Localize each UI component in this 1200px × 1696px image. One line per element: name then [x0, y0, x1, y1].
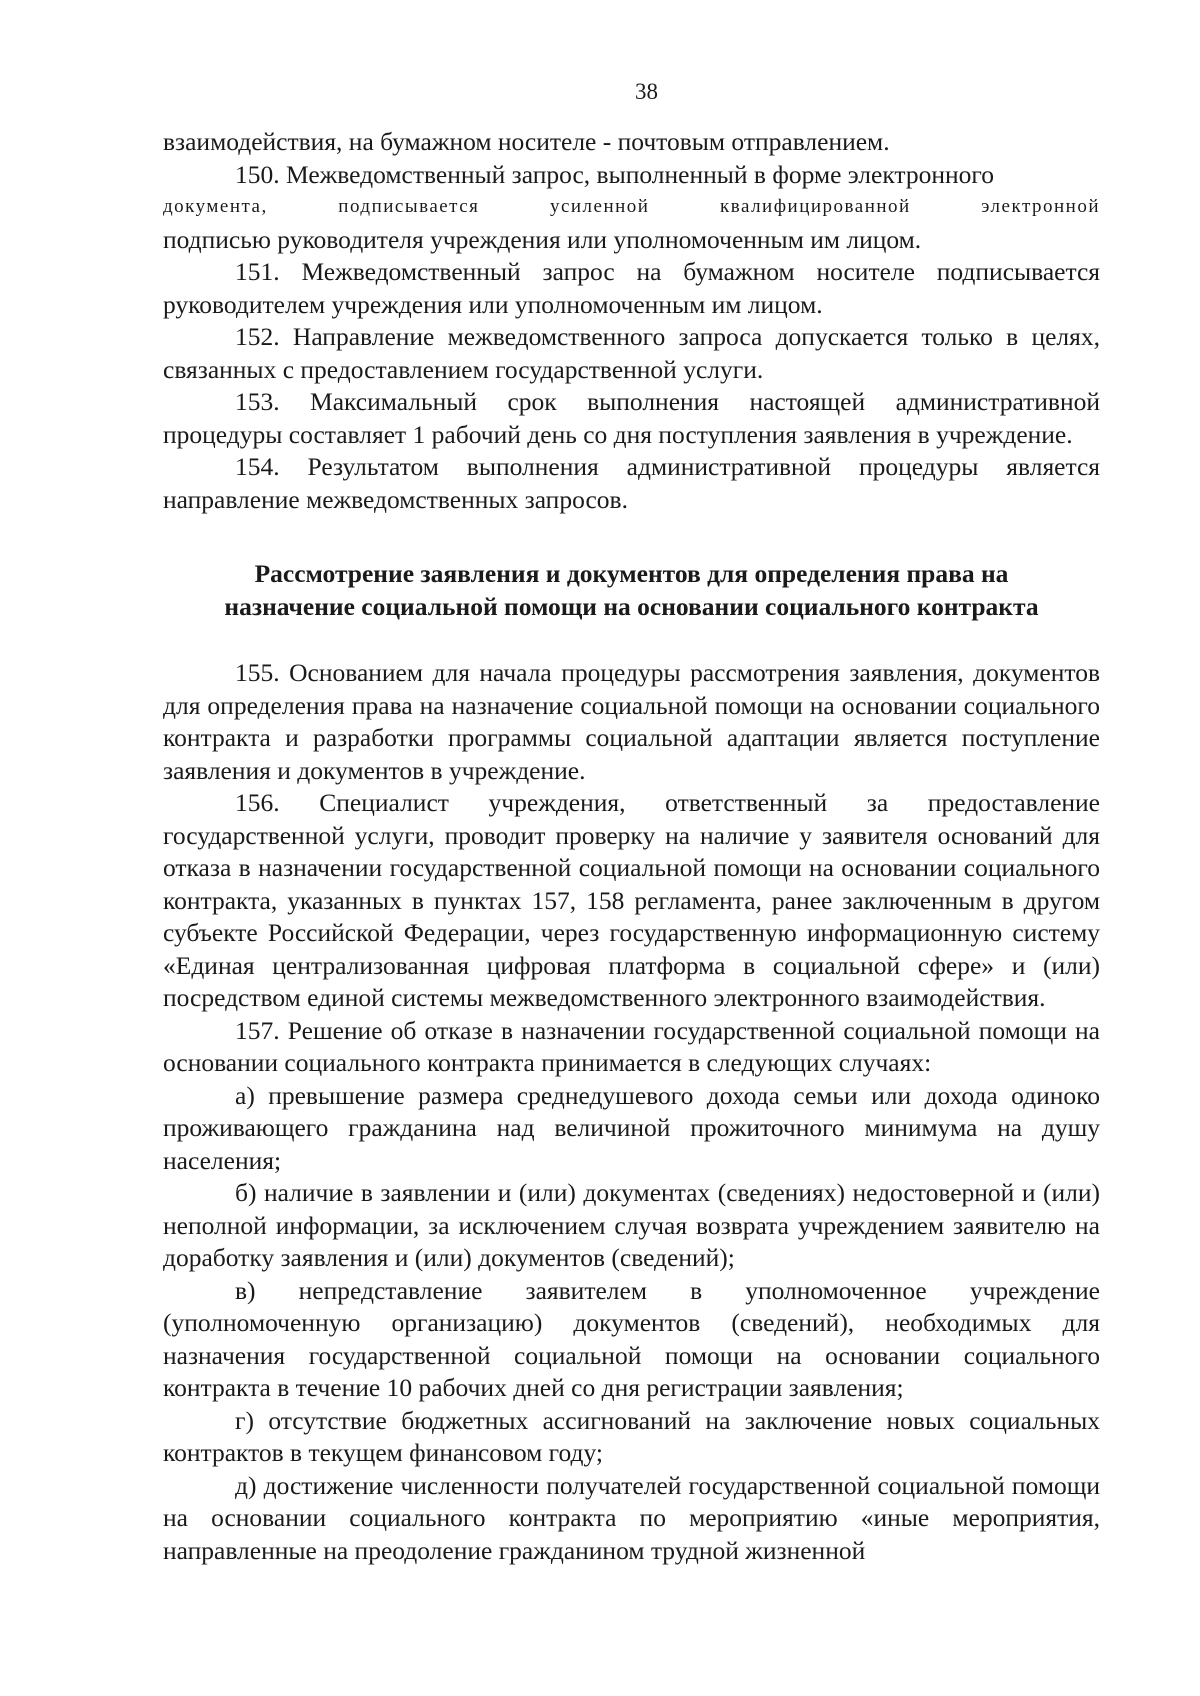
page-number: 38 — [635, 79, 658, 104]
paragraph: 151. Межведомственный запрос на бумажном носителе подписывается руководителем учреждения или уполномоченным им лицом. — [163, 257, 1100, 319]
paragraph: в) непредставление заявителем в уполномоченное учреждение (уполномоченную организацию) документов (сведений), необходимых для назначения государственной социальной помощи на основании социального контракта в течение 10 рабочих дней со дня регистрации заявления; — [163, 1275, 1100, 1402]
paragraph: б) наличие в заявлении и (или) документах (сведениях) недостоверной и (или) неполной информации, за исключением случая возврата учреждением заявителю на доработку заявления и (или) документов (сведений); — [163, 1178, 1100, 1272]
paragraph: 153. Максимальный срок выполнения настоящей административной процедуры составляет 1 рабочий день со дня поступления заявления в учреждение. — [163, 387, 1100, 449]
paragraph: 152. Направление межведомственного запроса допускается только в целях, связанных с предоставлением государственной услуги. — [163, 322, 1100, 384]
paragraph: 155. Основанием для начала процедуры рассмотрения заявления, документов для определения права на назначение социальной помощи на основании социального контракта и разработки программы социальной адаптации является поступление заявления и документов в учреждение. — [163, 658, 1100, 785]
paragraph: 154. Результатом выполнения административной процедуры является направление межведомственных запросов. — [163, 452, 1100, 514]
paragraph: а) превышение размера среднедушевого дохода семьи или дохода одиноко проживающего гражданина над величиной прожиточного минимума на душу населения; — [163, 1080, 1100, 1175]
paragraph: г) отсутствие бюджетных ассигнований на заключение новых социальных контрактов в текущем финансовом году; — [163, 1405, 1100, 1467]
section-title — [163, 558, 1100, 623]
paragraph: д) достижение численности получателей государственной социальной помощи на основании социального контракта по мероприятию «иные мероприятия, направленные на преодоление гражданином трудной жизненной — [163, 1470, 1100, 1565]
paragraphs-bottom — [163, 657, 1100, 1567]
paragraph: 157. Решение об отказе в назначении государственной социальной помощи на основании социального контракта принимается в следующих случаях: — [163, 1015, 1100, 1077]
paragraph: документа, подписывается усиленной квалифицированной электронной — [163, 196, 1100, 217]
paragraph: взаимодействия, на бумажном носителе - почтовым отправлением. — [163, 127, 890, 156]
paragraphs-top — [163, 126, 1100, 516]
section-title-line-1: Рассмотрение заявления и документов для определения права на — [254, 559, 1009, 588]
document-body — [163, 126, 1100, 1567]
section-title-line-2: назначение социальной помощи на основании социального контракта — [224, 591, 1039, 621]
paragraph: 150. Межведомственный запрос, выполненный в форме электронного — [235, 159, 994, 189]
paragraph: подписью руководителя учреждения или уполномоченным им лицом. — [163, 224, 922, 254]
paragraph: 156. Специалист учреждения, ответственный за предоставление государственной услуги, проводит проверку на наличие у заявителя оснований для отказа в назначении государственной социальной помощи на основании социального контракта, указанных в пунктах 157, 158 регламента, ранее заключенным в другом субъекте Российской Федерации, через государственную информационную систему «Единая централизованная цифровая платформа в социальной сфере» и (или) посредством единой системы межведомственного электронного взаимодействия. — [163, 788, 1100, 1012]
